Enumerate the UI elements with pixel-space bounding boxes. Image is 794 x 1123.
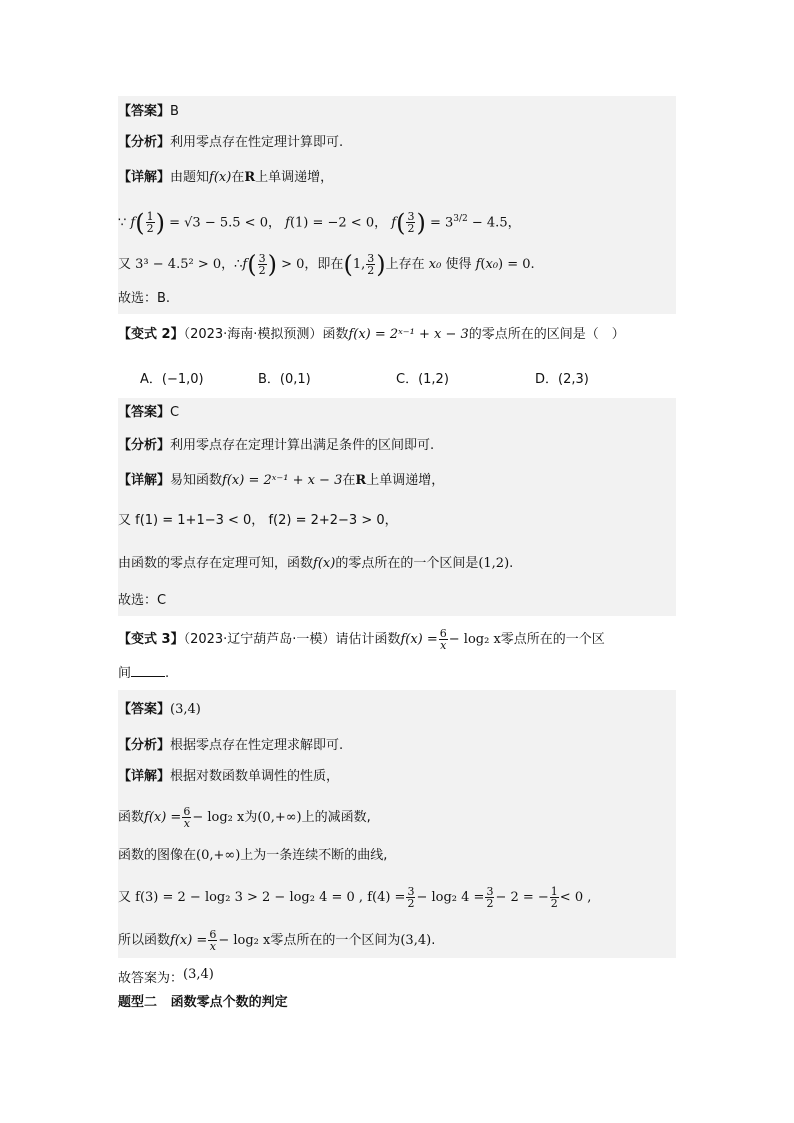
detail-text: 由题知 [170,170,210,185]
math-line [118,512,398,530]
answer-line [118,103,179,121]
paren: ( [135,208,145,237]
detail-text: 零点所在的一个区间为 [270,933,401,948]
answer-line [118,404,179,422]
detail-text: 在 [342,473,356,488]
detail-line [118,847,387,865]
math-f: f(x) = [170,933,208,948]
separator: ， [507,215,521,231]
variant-source: （2023·海南·模拟预测） [183,327,323,342]
conclusion-label: 故答案为： [118,971,184,986]
detail-text: 由函数的零点存在定理可知，函数 [118,556,314,571]
analysis-text: 根据零点存在性定理求解即可. [170,738,344,753]
choice-text: A．(−1,0) [140,372,204,387]
analysis-text: 利用零点存在性定理计算即可. [170,135,344,150]
analysis-line [118,737,343,755]
separator: . [431,933,436,948]
denominator: x [183,817,190,830]
detail-text: 上单调递增， [255,170,334,185]
fraction [208,929,217,952]
numerator: 6 [439,627,447,640]
numerator: 1 [550,885,558,898]
analysis-line [118,437,434,455]
fraction [406,886,415,909]
numerator: 6 [209,928,217,941]
fraction [550,886,559,909]
conclusion-line [118,290,170,308]
math-func: f(x) = 2ˣ⁻¹ + x − 3 [222,473,343,488]
detail-text: 易知函数 [170,473,223,488]
paren: ( [480,257,486,272]
math-line [118,886,591,909]
fraction [258,253,267,276]
numerator: 3 [367,252,375,265]
variant-question [118,628,605,651]
answer-label: 【答案】 [118,104,171,119]
text: 上存在 [385,257,425,272]
denominator: 2 [146,222,154,236]
denominator: 2 [486,897,494,910]
numerator: 3 [258,252,266,265]
text: ，即在 [304,257,344,272]
math-interval: (1,2) [478,556,510,571]
denominator: 2 [407,897,415,910]
text: 又 [118,257,132,272]
math-expr: < 0 , [559,890,592,905]
numerator: 1 [146,210,154,224]
paren: ) [498,257,504,272]
detail-text: 函数 [118,810,145,825]
detail-label: 【详解】 [118,473,171,488]
choice-c[interactable] [396,368,449,387]
detail-text: 上单调递增， [366,473,445,488]
math-fx: f(x) [209,170,232,185]
paren: ) [376,250,386,279]
analysis-label: 【分析】 [118,738,171,753]
math-expr: − log₂ x [192,810,245,825]
paren: ( [343,250,353,279]
math-x0: x₀ [485,257,499,272]
math-fx: f(x) [313,556,336,571]
conclusion-line [118,966,214,988]
solution-block-1 [118,96,676,314]
math-expr: 又 f(1) = 1+1−3 < 0， f(2) = 2+2−3 > 0， [118,513,398,528]
detail-text: 上为一条连续不断的曲线, [240,848,388,863]
paren: ) [267,250,277,279]
math-line [118,208,521,237]
variant-question-cont: 间 . [118,666,170,681]
math-x0: x₀ [428,257,442,272]
paren: ) [155,208,165,237]
variant-source: （2023·辽宁葫芦岛·一模） [183,632,336,647]
question-text: 的零点所在的区间是（ ） [468,327,625,342]
fraction [146,211,155,234]
detail-text: 的零点所在的一个区间是 [335,556,479,571]
answer-value: B [170,104,179,119]
analysis-text: 利用零点存在定理计算出满足条件的区间即可. [170,438,435,453]
math-expr: 1, [352,257,366,272]
answer-value: C [170,405,180,420]
because-symbol: ∵ [118,215,127,231]
conclusion-text: 故选：B. [118,291,171,306]
denominator: x [209,940,216,953]
fraction [406,211,415,234]
therefore-symbol: ∴ [234,257,243,272]
math-func: f(x) = 2ˣ⁻¹ + x − 3 [348,327,469,342]
separator: ， [221,257,235,272]
detail-text: 为 [244,810,258,825]
math-R: R [355,473,367,488]
math-expr: − log₂ x [448,632,501,647]
separator: ， [267,215,281,231]
detail-label: 【详解】 [118,769,171,784]
separator: ， [374,215,388,231]
math-expr: = √3 − 5.5 < 0 [169,215,268,231]
answer-label: 【答案】 [118,702,171,717]
section-label: 题型二 [118,995,158,1010]
denominator: 2 [550,897,558,910]
answer-line [118,701,201,719]
math-expr: 3³ − 4.5² > 0 [135,257,222,272]
math-expr: − log₂ x [218,933,271,948]
variant-label: 【变式 3】 [118,632,184,647]
numerator: 6 [183,805,191,818]
conclusion-line [118,592,166,610]
solution-block-2 [118,398,676,616]
math-expr: − 4.5 [471,215,508,231]
detail-line [118,555,513,573]
detail-text: 上的减函数, [301,810,371,825]
question-text: 请估计函数 [335,632,401,647]
math-line [118,806,371,829]
fraction [182,806,191,829]
math-expr: = 3 [429,215,454,231]
math-line [118,929,435,952]
numerator: 3 [407,210,415,224]
choice-d[interactable] [535,368,589,387]
denominator: x [440,639,447,652]
math-f: f [285,215,290,231]
math-expr: − 2 = − [495,890,549,905]
denominator: 2 [407,222,415,236]
math-expr: 又 f(3) = 2 − log₂ 3 > 2 − log₂ 4 = 0 , f(4) = [118,890,406,905]
separator: . [509,556,514,571]
choice-b[interactable] [258,368,311,387]
math-f: f(x) = [400,632,438,647]
exponent: 3/2 [453,214,468,224]
variant-label: 【变式 2】 [118,327,184,342]
numerator: 3 [486,885,494,898]
math-interval: (0,+∞) [257,810,302,825]
analysis-line [118,134,343,152]
analysis-label: 【分析】 [118,438,171,453]
choice-text: B．(0,1) [258,372,311,387]
paren: ) [416,208,426,237]
numerator: 3 [407,885,415,898]
math-f: f [130,215,136,231]
math-f: f [242,257,248,272]
question-text: 函数 [322,327,349,342]
math-expr: = 0. [507,257,535,272]
analysis-label: 【分析】 [118,135,171,150]
fraction [485,886,494,909]
math-f: f [475,257,481,272]
denominator: 2 [258,264,266,277]
question-text: 零点所在的一个区 [500,632,605,647]
choice-text: C．(1,2) [396,372,449,387]
denominator: 2 [367,264,375,277]
math-R: R [244,170,256,185]
math-expr: > 0 [281,257,305,272]
detail-line [118,472,444,490]
variant-question [118,326,625,344]
detail-text: 根据对数函数单调性的性质， [170,769,340,784]
fraction [439,628,448,651]
math-expr: (1) = −2 < 0 [289,215,375,231]
answer-value: (3,4) [170,702,201,717]
math-f: f(x) = [144,810,182,825]
detail-text: 在 [231,170,245,185]
section-title: 函数零点个数的判定 [170,995,288,1010]
math-interval: (3,4) [400,933,432,948]
conclusion-value: (3,4) [183,967,214,982]
question-text: 间 [118,666,132,681]
detail-text: 函数的图像在 [118,848,197,863]
detail-line [118,768,339,786]
answer-label: 【答案】 [118,405,171,420]
math-f: f [391,215,397,231]
conclusion-text: 故选：C [118,593,167,608]
text: 使得 [445,257,472,272]
math-interval: (0,+∞) [196,848,241,863]
section-heading [118,994,288,1012]
detail-line [118,169,333,187]
paren: ( [247,250,257,279]
math-line [118,250,535,279]
paren: ( [396,208,406,237]
math-expr: − log₂ 4 = [416,890,485,905]
detail-text: 所以函数 [118,933,171,948]
answer-blank[interactable] [131,664,165,677]
fraction [366,253,375,276]
detail-label: 【详解】 [118,170,171,185]
choice-a[interactable] [140,368,204,387]
choice-text: D．(2,3) [535,372,589,387]
